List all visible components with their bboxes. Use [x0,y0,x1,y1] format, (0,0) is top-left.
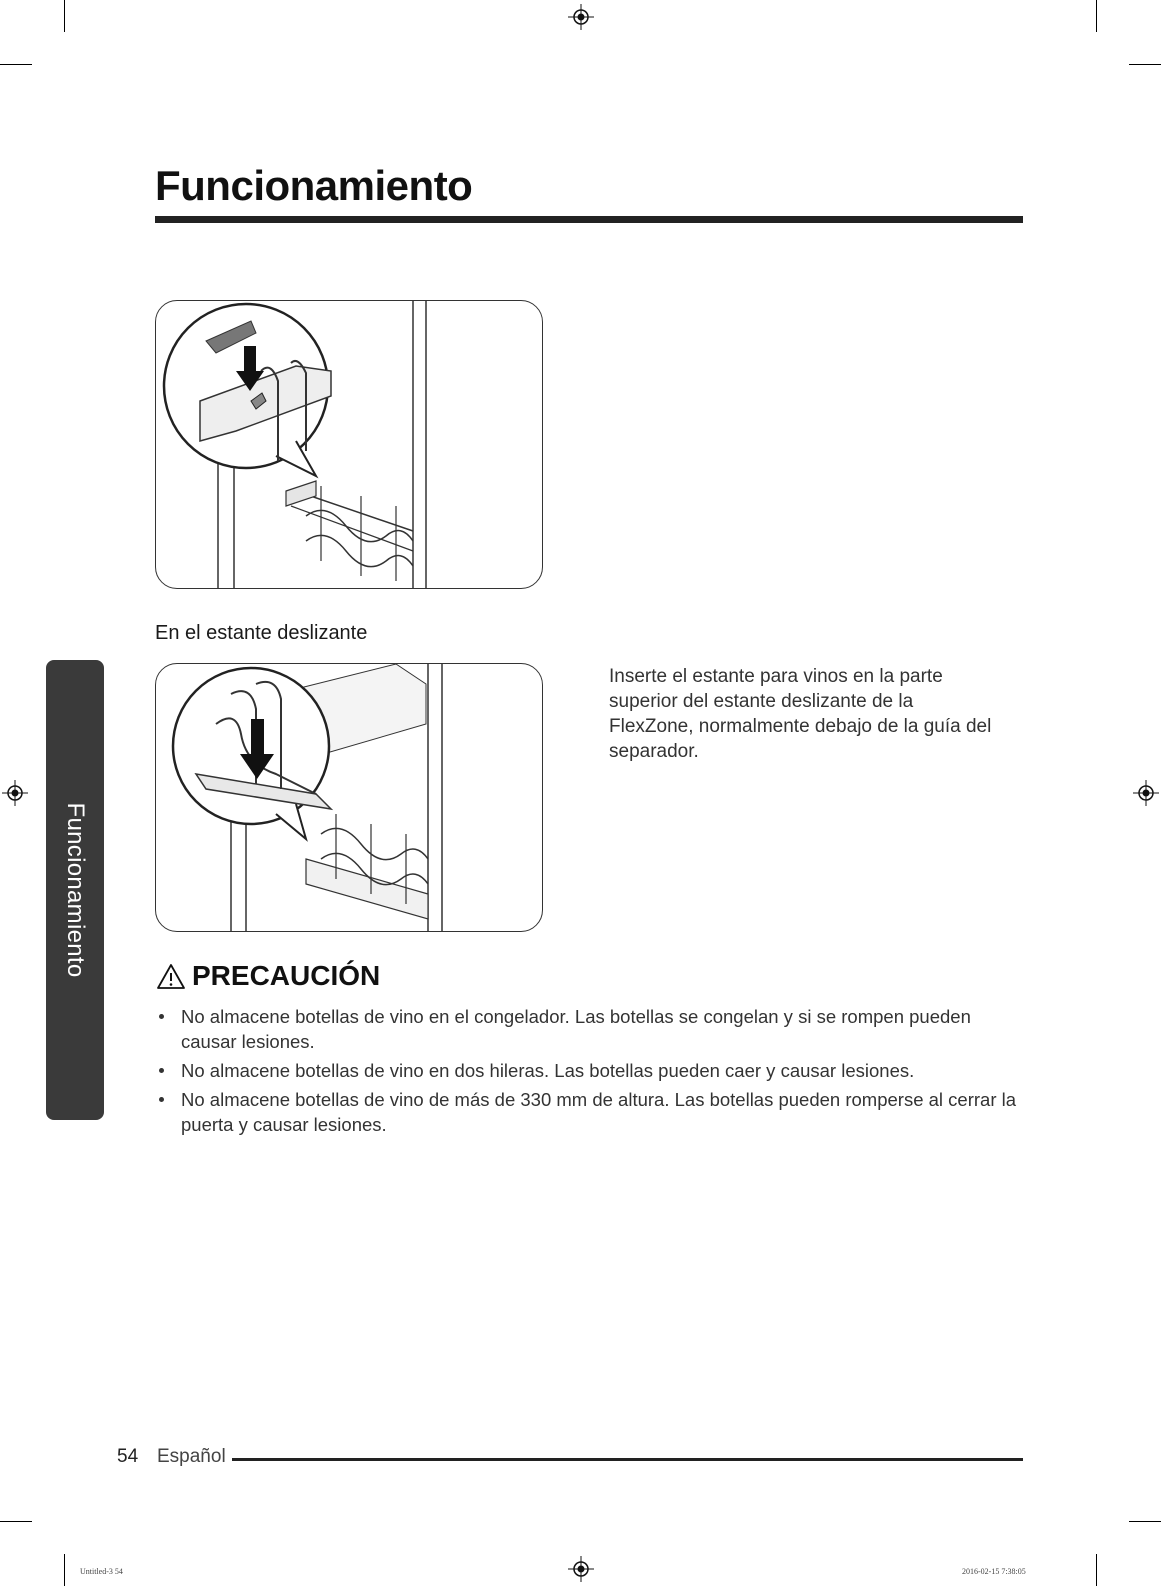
bullet-icon [159,1097,164,1102]
crop-mark [64,1554,65,1586]
crop-mark [1129,1521,1161,1522]
bullet-icon [159,1014,164,1019]
crop-mark [64,0,65,32]
illustration-wine-shelf-insert [155,300,543,589]
caution-heading [156,960,380,992]
registration-mark-icon [568,4,594,30]
caution-item: No almacene botellas de vino en el congelador. Las botellas se congelan y si se rompen pueden causar lesiones. [155,1004,1025,1054]
caution-list [155,1004,1025,1141]
footer-language: Español [157,1446,226,1467]
caution-item: No almacene botellas de vino en dos hileras. Las botellas pueden caer y causar lesiones. [155,1058,1025,1083]
caution-item: No almacene botellas de vino de más de 330 mm de altura. Las botellas pueden romperse al cerrar la puerta y causar lesiones. [155,1087,1025,1137]
side-tab-label: Funcionamiento [62,802,89,978]
caution-title: PRECAUCIÓN [192,960,381,991]
print-slug-right: 2016-02-15 7:38:05 [962,1567,1026,1576]
instruction-text: Inserte el estante para vinos en la parte superior del estante deslizante de la FlexZone, normalmente debajo de la guía del separador. [609,666,992,762]
title-rule [155,216,1023,223]
registration-mark-icon [2,780,28,806]
crop-mark [0,1521,32,1522]
page-number: 54 [117,1446,139,1467]
page-title: Funcionamiento [155,162,473,209]
crop-mark [1129,64,1161,65]
warning-triangle-icon [156,963,186,990]
registration-mark-icon [568,1556,594,1582]
wine-shelf-illustration [156,301,542,588]
crop-mark [1096,1554,1097,1586]
section-side-tab [46,660,104,1120]
bullet-icon [159,1068,164,1073]
print-slug-left: Untitled-3 54 [80,1567,123,1576]
footer-rule [232,1458,1023,1461]
sliding-shelf-illustration [156,664,542,931]
crop-mark [1096,0,1097,32]
registration-mark-icon [1133,780,1159,806]
illustration-sliding-shelf [155,663,543,932]
figure-caption: En el estante deslizante [155,622,368,644]
crop-mark [0,64,32,65]
